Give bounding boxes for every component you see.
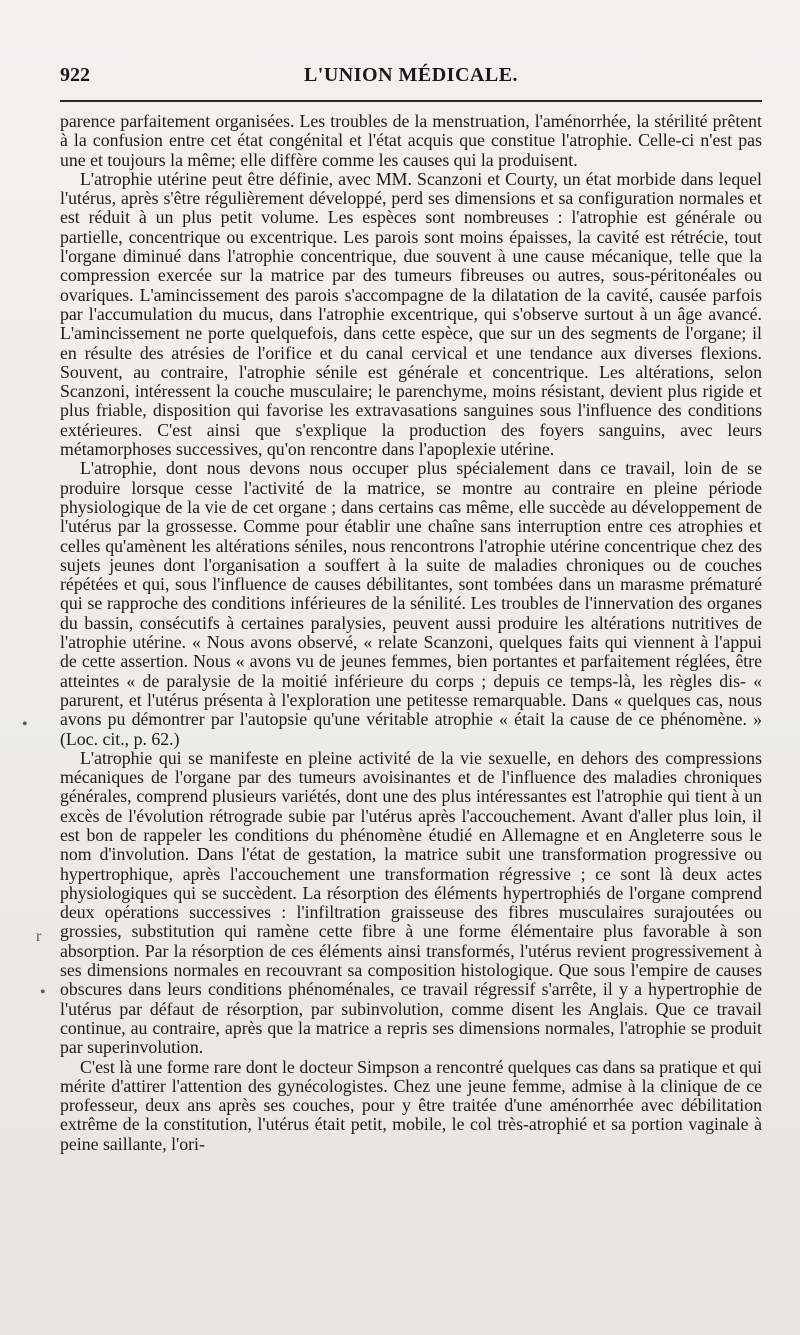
body-text [60,112,762,1154]
paragraph: parence parfaitement organisées. Les troubles de la menstruation, l'aménorrhée, la stérilité prêtent à la confusion entre cet état congénital et l'état acquis que constitue l'atrophie. Celle-ci n'est pas une et toujours la même; elle diffère comme les causes qui la produisent. [60,111,762,170]
header-rule [60,100,762,102]
paragraph: L'atrophie qui se manifeste en pleine activité de la vie sexuelle, en dehors des compressions mécaniques de l'organe par des tumeurs avoisinantes et de l'influence des maladies chroniques générales, comprend plusieurs variétés, dont une des plus intéressantes est l'atrophie qui tient à un excès de l'évolution rétrograde subie par l'utérus après l'accouchement. Avant d'aller plus loin, il est bon de rappeler les conditions du phénomène étudié en Allemagne et en Angleterre sous le nom d'involution. Dans l'état de gestation, la matrice subit une transformation progressive ou hypertrophique, après l'accouchement une transformation régressive ; ce sont là deux actes physiologiques qui se succèdent. La résorption des éléments hypertrophiés de l'organe comprend deux opérations successives : l'infiltration graisseuse des fibres musculaires surajoutées ou grossies, substitution qui ramène cette fibre à une forme élémentaire plus favorable à son absorption. Par la résorption de ces éléments ainsi transformés, l'utérus revient progressivement à ses dimensions normales en recouvrant sa composition histologique. Que sous l'empire de causes obscures dans leurs conditions phénoménales, ce travail régressif s'arrête, il y a hypertrophie de l'utérus par défaut de résorption, par subinvolution, comme disent les Anglais. Que ce travail continue, au contraire, après que la matrice a repris ses dimensions normales, l'atrophie se produit par superinvolution. [60,747,762,1058]
margin-mark: r [36,928,42,945]
page-header [60,64,762,98]
paragraph: L'atrophie, dont nous devons nous occuper plus spécialement dans ce travail, loin de se produire lorsque cesse l'activité de la matrice, se montre au contraire en pleine période physiologique de la vie de cet organe ; dans certains cas même, elle succède au développement de l'utérus par la grossesse. Comme pour établir une chaîne sans interruption entre ces atrophies et celles qu'amènent les altérations séniles, nous rencontrons l'atrophie utérine concentrique chez des sujets jeunes dont l'organisation a souffert à la suite de maladies chroniques ou de couches répétées et qui, sous l'influence de causes débilitantes, sont tombées dans un marasme prématuré qui se rapproche des conditions inférieures de la sénilité. Les troubles de l'innervation des organes du bassin, consécutifs à certaines paralysies, peuvent aussi produire les altérations nutritives de l'atrophie utérine. « Nous avons observé, « relate Scanzoni, quelques faits qui viennent à l'appui de cette assertion. Nous « avons vu de jeunes femmes, bien portantes et parfaitement réglées, être atteintes « de paralysie de la moitié inférieure du corps ; depuis ce temps-là, les règles dis- « parurent, et l'utérus présenta à l'exploration une petitesse remarquable. Dans « quelques cas, nous avons pu démontrer par l'autopsie qu'une véritable atrophie « était la cause de ce phénomène. » (Loc. cit., p. 62.) [60,458,762,749]
margin-mark: • [22,716,28,733]
page-number: 922 [60,64,90,86]
running-title: L'UNION MÉDICALE. [303,64,519,86]
paragraph: L'atrophie utérine peut être définie, avec MM. Scanzoni et Courty, un état morbide dans lequel l'utérus, après s'être régulièrement développé, perd ses dimensions et sa configuration normales et est réduit à un plus petit volume. Les espèces sont nombreuses : l'atrophie est générale ou partielle, concentrique ou excentrique. Les parois sont moins épaisses, la cavité est rétrécie, tout l'organe diminué dans l'atrophie concentrique, due souvent à une cause mécanique, telle que la compression exercée sur la matrice par des tumeurs fibreuses ou autres, sous-péritonéales ou ovariques. L'amincissement des parois s'accompagne de la dilatation de la cavité, causée parfois par l'accumulation du mucus, dans l'atrophie excentrique, qui s'observe surtout à un âge avancé. L'amincissement ne porte quelquefois, dans cette espèce, que sur un des segments de l'organe; il en résulte des atrésies de l'orifice et du canal cervical et une tendance aux diverses flexions. Souvent, au contraire, l'atrophie sénile est générale et concentrique. Les altérations, selon Scanzoni, intéressent la couche musculaire; le parenchyme, moins résistant, devient plus rigide et plus friable, disposition qui favorise les extravasations sanguines sous l'influence des conditions extérieures. C'est ainsi que s'explique la production des foyers sanguins, avec leurs métamorphoses successives, qu'on rencontre dans l'apoplexie utérine. [60,168,762,460]
margin-mark: • [40,984,46,1001]
paragraph: C'est là une forme rare dont le docteur Simpson a rencontré quelques cas dans sa pratique et qui mérite d'attirer l'attention des gynécologistes. Chez une jeune femme, admise à la clinique de ce professeur, deux ans après ses couches, pour y être traitée d'une aménorrhée avec débilitation extrême de la constitution, l'utérus était petit, mobile, le col très-atrophié et sa portion vaginale à peine saillante, l'ori- [60,1056,762,1154]
